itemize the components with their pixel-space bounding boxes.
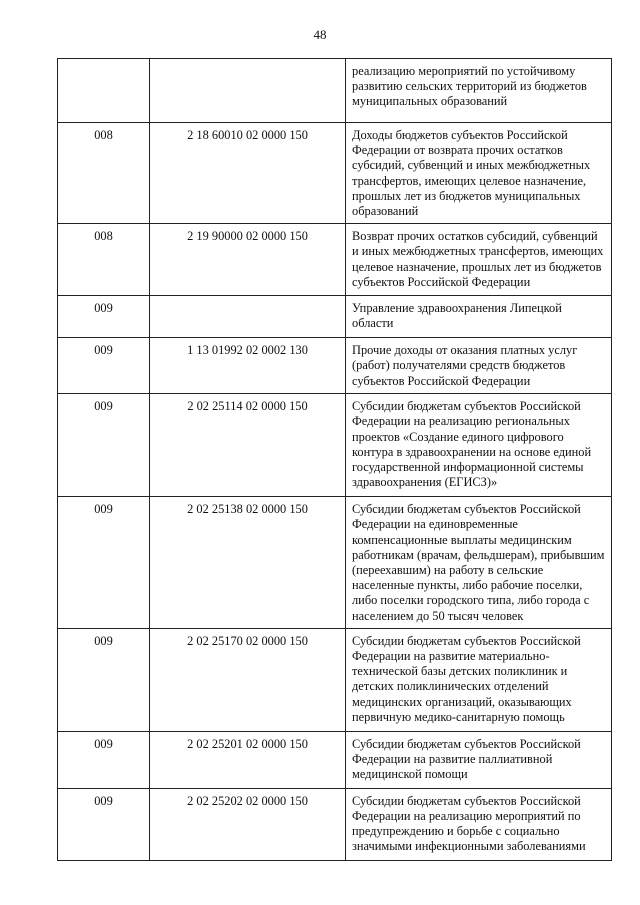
budget-revenue-table [57,58,612,861]
kbk-code-cell: 2 02 25201 02 0000 150 [150,731,346,788]
table-row [58,296,612,338]
admin-code-cell [58,59,150,123]
kbk-code-cell [150,296,346,338]
table-row [58,731,612,788]
revenue-name-cell: Субсидии бюджетам субъектов Российской Федерации на единовременные компенсационные выплаты медицинским работникам (врачам, фельдшерам), прибывшим (переехавшим) на работу в сельские населенные пункты, либо рабочие поселки, либо поселки городского типа, либо города с населением до 50 тысяч человек [346,497,612,629]
table-row [58,497,612,629]
admin-code-cell: 008 [58,224,150,296]
table-row [58,338,612,394]
admin-code-cell: 009 [58,296,150,338]
kbk-code-cell: 2 19 90000 02 0000 150 [150,224,346,296]
table-row [58,224,612,296]
admin-code-cell: 009 [58,788,150,860]
admin-code-cell: 009 [58,497,150,629]
table-row [58,788,612,860]
revenue-name-cell: Прочие доходы от оказания платных услуг (работ) получателями средств бюджетов субъектов Российской Федерации [346,338,612,394]
kbk-code-cell: 2 18 60010 02 0000 150 [150,123,346,224]
table-row [58,628,612,731]
revenue-name-cell: реализацию мероприятий по устойчивому развитию сельских территорий из бюджетов муниципальных образований [346,59,612,123]
revenue-name-cell: Управление здравоохранения Липецкой области [346,296,612,338]
admin-code-cell: 009 [58,394,150,497]
kbk-code-cell: 1 13 01992 02 0002 130 [150,338,346,394]
kbk-code-cell: 2 02 25202 02 0000 150 [150,788,346,860]
kbk-code-cell [150,59,346,123]
kbk-code-cell: 2 02 25138 02 0000 150 [150,497,346,629]
revenue-name-cell: Субсидии бюджетам субъектов Российской Федерации на развитие паллиативной медицинской помощи [346,731,612,788]
revenue-name-cell: Доходы бюджетов субъектов Российской Федерации от возврата прочих остатков субсидий, субвенций и иных межбюджетных трансфертов, имеющих целевое назначение, прошлых лет из бюджетов муниципальных образований [346,123,612,224]
table-row [58,394,612,497]
page-number: 48 [313,27,327,42]
revenue-name-cell: Субсидии бюджетам субъектов Российской Федерации на развитие материально-технической базы детских поликлиник и детских поликлинических отделений медицинских организаций, оказывающих первичную медико-санитарную помощь [346,628,612,731]
table-row [58,59,612,123]
kbk-code-cell: 2 02 25170 02 0000 150 [150,628,346,731]
revenue-name-cell: Возврат прочих остатков субсидий, субвенций и иных межбюджетных трансфертов, имеющих целевое назначение, прошлых лет из бюджетов субъектов Российской Федерации [346,224,612,296]
admin-code-cell: 009 [58,338,150,394]
revenue-name-cell: Субсидии бюджетам субъектов Российской Федерации на реализацию мероприятий по предупреждению и борьбе с социально значимыми инфекционными заболеваниями [346,788,612,860]
admin-code-cell: 008 [58,123,150,224]
revenue-name-cell: Субсидии бюджетам субъектов Российской Федерации на реализацию региональных проектов «Создание единого цифрового контура в здравоохранении на основе единой государственной информационной системы здравоохранения (ЕГИСЗ)» [346,394,612,497]
admin-code-cell: 009 [58,628,150,731]
kbk-code-cell: 2 02 25114 02 0000 150 [150,394,346,497]
admin-code-cell: 009 [58,731,150,788]
table-row [58,123,612,224]
